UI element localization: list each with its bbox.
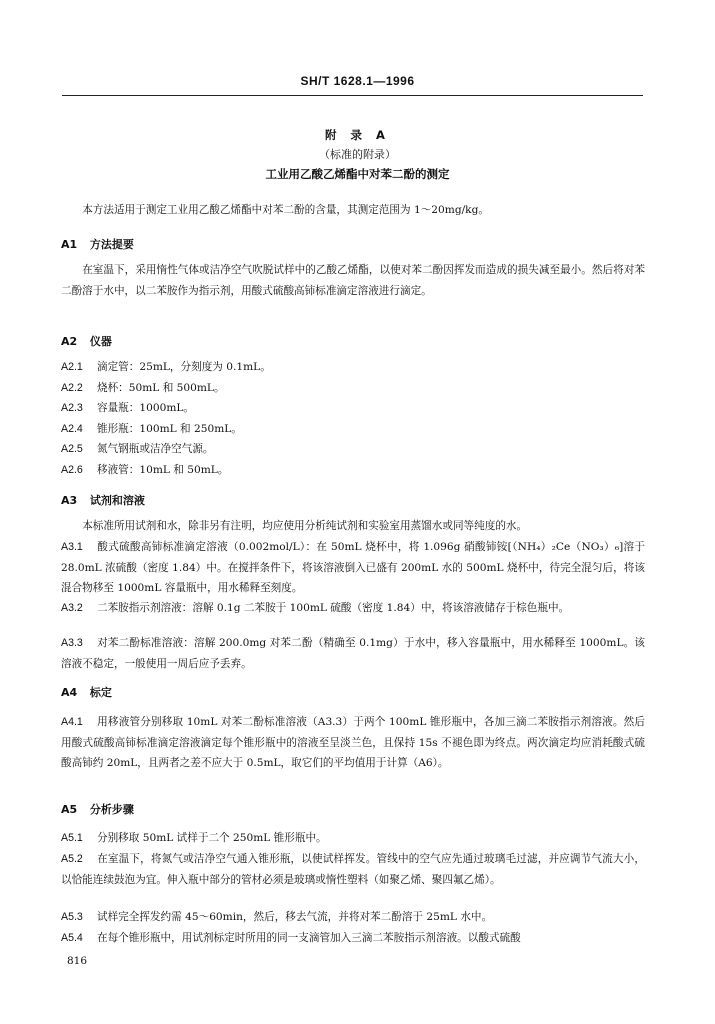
list-item <box>61 712 645 774</box>
list-item <box>61 439 645 460</box>
item-number: A2.5 <box>61 443 83 455</box>
section-number: A4 <box>61 686 78 699</box>
section-title: 分析步骤 <box>89 803 134 816</box>
section-heading-a3 <box>61 492 145 508</box>
item-number: A2.2 <box>61 381 83 394</box>
item-text: 在每个锥形瓶中，用试剂标定时所用的同一支滴管加入三滴二苯胺指示剂溶液。以酸式硫酸 <box>97 932 521 944</box>
list-item <box>61 357 645 378</box>
section-title: 标定 <box>89 686 112 699</box>
list-item <box>61 419 645 440</box>
item-text: 试样完全挥发约需 45～60min，然后，移去气流，并将对苯二酚溶于 25mL 水中。 <box>97 911 493 923</box>
section-title: 仪器 <box>89 335 112 348</box>
list-item <box>61 828 645 849</box>
section-heading-a2 <box>61 333 112 349</box>
item-number: A2.6 <box>61 463 83 476</box>
item-number: A2.4 <box>61 422 83 435</box>
list-item <box>61 849 645 890</box>
a3-intro: 本标准所用试剂和水，除非另有注明，均应使用分析纯试剂和实验室用蒸馏水或同等纯度的水。 <box>82 520 528 532</box>
appendix-title: 附 录 A <box>325 128 390 142</box>
item-number: A4.1 <box>61 716 83 728</box>
appendix-main-title: 工业用乙酸乙烯酯中对苯二酚的测定 <box>265 167 450 181</box>
item-number: A5.1 <box>61 832 83 844</box>
item-text: 分别移取 50mL 试样于二个 250mL 锥形瓶中。 <box>97 832 327 844</box>
item-text: 容量瓶：1000mL。 <box>97 402 195 414</box>
section-title: 方法提要 <box>89 238 134 251</box>
list-item <box>61 633 645 674</box>
item-text: 氮气钢瓶或洁净空气源。 <box>97 443 214 455</box>
item-number: A5.3 <box>61 911 83 923</box>
intro-paragraph: 本方法适用于测定工业用乙酸乙烯酯中对苯二酚的含量，其测定范围为 1～20mg/kg。 <box>82 204 489 216</box>
appendix-subtitle: （标准的附录） <box>319 148 396 161</box>
item-text: 烧杯：50mL 和 500mL。 <box>97 381 225 394</box>
list-item <box>61 907 645 928</box>
section-number: A2 <box>61 335 78 348</box>
section-heading-a4 <box>61 684 112 700</box>
item-text: 酸式硫酸高铈标准滴定溶液（0.002mol/L）：在 50mL 烧杯中，将 1.096g 硝酸铈铵[（NH₄）₂Ce（NO₃）₆]溶于 28.0mL 浓硫酸（密度 1.84）中。在搅拌条件下，将该溶液倒入已盛有 200mL 水的 500mL 烧杯中，待完全混匀后，将该混合物移至 1000mL 容量瓶中，用水稀释至刻度。 <box>61 541 645 594</box>
list-item <box>61 537 645 599</box>
section-title: 试剂和溶液 <box>89 494 145 507</box>
item-number: A5.2 <box>61 853 83 865</box>
section-heading-a1 <box>61 236 134 252</box>
list-item <box>61 598 645 619</box>
header-divider <box>62 95 643 96</box>
item-text: 锥形瓶：100mL 和 250mL。 <box>97 422 242 435</box>
item-number: A3.1 <box>61 541 83 553</box>
item-text: 移液管：10mL 和 50mL。 <box>97 463 229 476</box>
standard-code: SH/T 1628.1—1996 <box>300 74 415 88</box>
item-text: 滴定管：25mL，分刻度为 0.1mL。 <box>97 361 271 373</box>
section-heading-a5 <box>61 801 134 817</box>
item-text: 在室温下，将氮气或洁净空气通入锥形瓶，以使试样挥发。管线中的空气应先通过玻璃毛过滤，并应调节气流大小，以恰能连续鼓泡为宜。伸入瓶中部分的管材必须是玻璃或惰性塑料（如聚乙烯、聚四氟乙烯）。 <box>61 853 645 886</box>
item-number: A3.2 <box>61 602 83 614</box>
item-number: A5.4 <box>61 932 83 944</box>
list-item <box>61 398 645 419</box>
list-item <box>61 928 645 949</box>
list-item <box>61 378 645 399</box>
list-item <box>61 460 645 481</box>
page-number: 816 <box>67 955 88 967</box>
a1-paragraph: 在室温下，采用惰性气体或洁净空气吹脱试样中的乙酸乙烯酯，以使对苯二酚因挥发而造成的损失减至最小。然后将对苯二酚溶于水中，以二苯胺作为指示剂，用酸式硫酸高铈标准滴定溶液进行滴定。 <box>61 264 645 297</box>
item-text: 用移液管分别移取 10mL 对苯二酚标准溶液（A3.3）于两个 100mL 锥形瓶中，各加三滴二苯胺指示剂溶液。然后用酸式硫酸高铈标准滴定溶液滴定每个锥形瓶中的溶液至呈淡兰色，且保持 15s 不褪色即为终点。两次滴定均应消耗酸式硫酸高铈约 20mL，且两者之差不应大于 0.5mL，取它们的平均值用于计算（A6）。 <box>61 716 645 769</box>
item-number: A3.3 <box>61 637 83 649</box>
item-text: 二苯胺指示剂溶液：溶解 0.1g 二苯胺于 100mL 硫酸（密度 1.84）中，将该溶液储存于棕色瓶中。 <box>97 602 570 614</box>
item-number: A2.1 <box>61 361 83 373</box>
section-number: A3 <box>61 494 78 507</box>
section-number: A5 <box>61 803 78 816</box>
item-text: 对苯二酚标准溶液：溶解 200.0mg 对苯二酚（精确至 0.1mg）于水中，移入容量瓶中，用水稀释至 1000mL。该溶液不稳定，一般使用一周后应予丢弃。 <box>61 637 645 670</box>
section-number: A1 <box>61 238 78 251</box>
item-number: A2.3 <box>61 402 83 414</box>
